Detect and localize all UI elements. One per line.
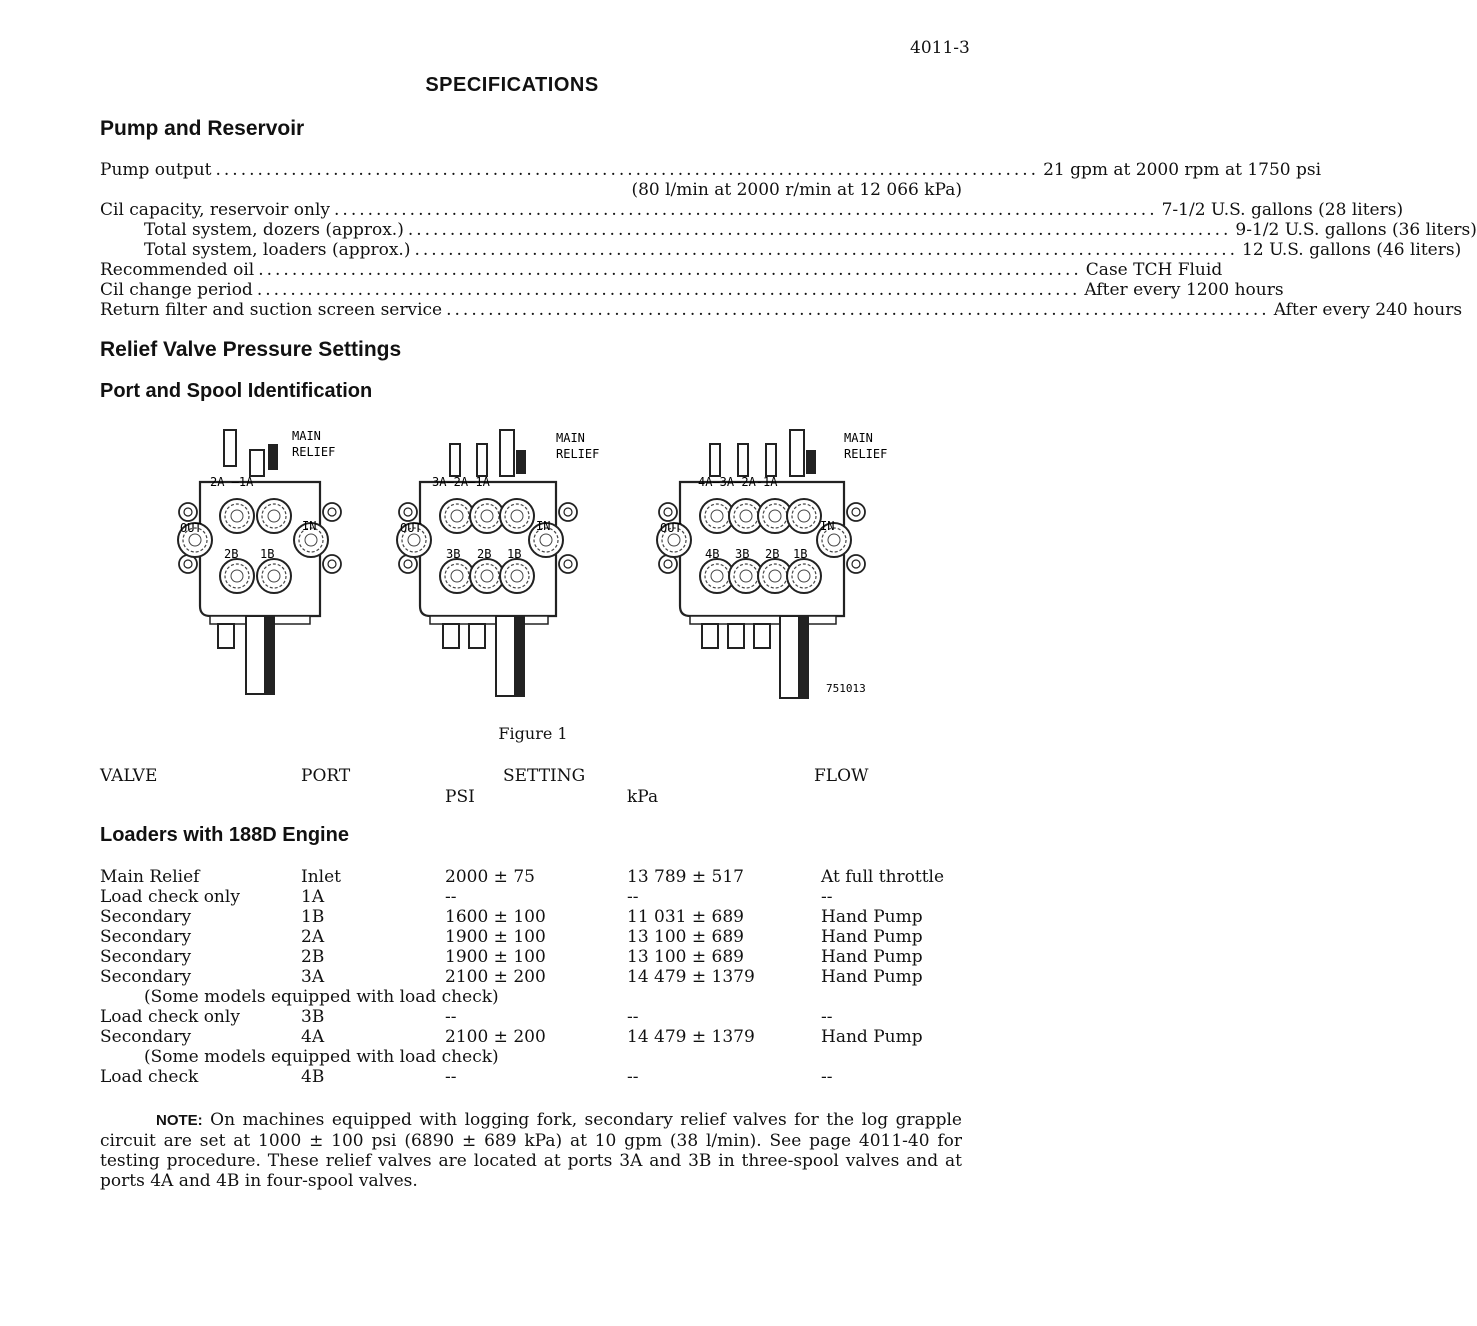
spec-label: Cil change period bbox=[100, 280, 253, 300]
cell-valve: Secondary bbox=[100, 927, 192, 947]
spec-row-total-loaders bbox=[100, 240, 1462, 260]
header-setting: SETTING bbox=[503, 766, 586, 786]
in-label: IN bbox=[820, 519, 835, 533]
cell-psi: 2100 ± 200 bbox=[445, 967, 546, 987]
main-relief-label: MAIN bbox=[292, 429, 321, 443]
header-valve: VALVE bbox=[100, 766, 158, 786]
spec-value: 21 gpm at 2000 rpm at 1750 psi bbox=[1043, 160, 1322, 180]
cell-kpa: -- bbox=[627, 1067, 639, 1087]
table-row bbox=[100, 927, 970, 947]
leader-dots: .................................................................................................. bbox=[414, 240, 1239, 260]
main-relief-label: RELIEF bbox=[844, 447, 888, 461]
cell-kpa: 14 479 ± 1379 bbox=[627, 967, 755, 987]
note-label: NOTE: bbox=[156, 1112, 203, 1129]
table-row bbox=[100, 907, 970, 927]
out-label: OUT bbox=[660, 521, 682, 535]
spool-lever bbox=[500, 430, 514, 476]
cell-valve: Main Relief bbox=[100, 867, 200, 887]
cell-port: 2A bbox=[301, 927, 325, 947]
header-kpa: kPa bbox=[627, 787, 659, 807]
figure-caption: Figure 1 bbox=[498, 724, 568, 743]
cell-psi: 1900 ± 100 bbox=[445, 927, 546, 947]
cell-port: 3B bbox=[301, 1007, 325, 1027]
cell-valve: Secondary bbox=[100, 967, 192, 987]
cell-flow: Hand Pump bbox=[821, 967, 923, 987]
page-title: SPECIFICATIONS bbox=[425, 74, 599, 96]
spool-lever bbox=[766, 444, 776, 476]
table-row bbox=[100, 1027, 970, 1047]
port-label: 1B bbox=[260, 547, 275, 561]
spec-row-recommended-oil bbox=[100, 260, 1223, 280]
cell-flow: Hand Pump bbox=[821, 1027, 923, 1047]
main-relief-plug bbox=[268, 444, 278, 470]
spec-value: 9-1/2 U.S. gallons (36 liters) bbox=[1235, 220, 1477, 240]
leader-dots: .................................................................................................. bbox=[334, 200, 1158, 220]
cell-valve: Load check only bbox=[100, 1007, 240, 1027]
group-heading: Loaders with 188D Engine bbox=[100, 824, 349, 846]
spec-value: After every 1200 hours bbox=[1084, 280, 1284, 300]
port-label: 1B bbox=[507, 547, 522, 561]
header-flow: FLOW bbox=[814, 766, 869, 786]
spool-lever bbox=[224, 430, 236, 466]
spec-row-oil-change bbox=[100, 280, 1284, 300]
cell-valve: Load check only bbox=[100, 887, 240, 907]
cell-psi: 2100 ± 200 bbox=[445, 1027, 546, 1047]
cell-kpa: 13 100 ± 689 bbox=[627, 947, 744, 967]
port-spool-heading: Port and Spool Identification bbox=[100, 380, 373, 402]
cell-valve: Load check bbox=[100, 1067, 199, 1087]
header-psi: PSI bbox=[445, 787, 475, 807]
table-sub-note: (Some models equipped with load check) bbox=[144, 1047, 499, 1067]
cell-psi: -- bbox=[445, 1067, 457, 1087]
cell-flow: -- bbox=[821, 1067, 833, 1087]
port-label: 2B bbox=[765, 547, 780, 561]
spool-lever bbox=[790, 430, 804, 476]
spec-row-pump-output bbox=[100, 160, 1322, 180]
spec-value: 7-1/2 U.S. gallons (28 liters) bbox=[1161, 200, 1404, 220]
port-label: 3B bbox=[735, 547, 750, 561]
cell-valve: Secondary bbox=[100, 907, 192, 927]
cell-kpa: 13 100 ± 689 bbox=[627, 927, 744, 947]
spec-label: Pump output bbox=[100, 160, 212, 180]
port-label: 2B bbox=[477, 547, 492, 561]
port-label: 3B bbox=[446, 547, 461, 561]
port-label: 2B bbox=[224, 547, 239, 561]
relief-valve-heading: Relief Valve Pressure Settings bbox=[100, 338, 402, 361]
spec-label: Recommended oil bbox=[100, 260, 255, 280]
leader-dots: .................................................................................................. bbox=[407, 220, 1232, 240]
spec-value: 12 U.S. gallons (46 liters) bbox=[1242, 240, 1462, 260]
spec-label: Total system, dozers (approx.) bbox=[144, 220, 404, 240]
table-row bbox=[100, 1007, 970, 1027]
cell-kpa: -- bbox=[627, 887, 639, 907]
main-relief-plug bbox=[806, 450, 816, 474]
cell-flow: -- bbox=[821, 887, 833, 907]
note-paragraph bbox=[100, 1110, 962, 1191]
table-row bbox=[100, 887, 970, 907]
spec-row-total-dozers bbox=[100, 220, 1477, 240]
cell-valve: Secondary bbox=[100, 1027, 192, 1047]
spool-lever bbox=[250, 450, 264, 476]
cell-port: 1A bbox=[301, 887, 325, 907]
cell-kpa: 14 479 ± 1379 bbox=[627, 1027, 755, 1047]
port-label-top: 4A—3A—2A-1A bbox=[698, 475, 778, 489]
cell-kpa: 13 789 ± 517 bbox=[627, 867, 744, 887]
spool-lever bbox=[738, 444, 748, 476]
spec-label: Cil capacity, reservoir only bbox=[100, 200, 331, 220]
valve-figure bbox=[180, 420, 930, 720]
spec-row-oil-capacity bbox=[100, 200, 1404, 220]
cell-port: 4A bbox=[301, 1027, 325, 1047]
cell-flow: Hand Pump bbox=[821, 947, 923, 967]
note-text: On machines equipped with logging fork, secondary relief valves for the log grapple circuit are set at 1000 ± 100 psi (6890 ± 689 kPa) at 10 gpm (38 l/min). See page 4011-40 for testing procedure. These relief valves are located at ports 3A and 3B in three-spool valves and at ports 4A and 4B in four-spool valves. bbox=[100, 1110, 962, 1191]
header-port: PORT bbox=[301, 766, 351, 786]
cell-psi: 1600 ± 100 bbox=[445, 907, 546, 927]
cell-flow: Hand Pump bbox=[821, 907, 923, 927]
leader-dots: .................................................................................................. bbox=[446, 300, 1270, 320]
leader-dots: .................................................................................................. bbox=[258, 260, 1082, 280]
spool-lever bbox=[450, 444, 460, 476]
cell-port: 3A bbox=[301, 967, 325, 987]
spec-row-filter-service bbox=[100, 300, 1463, 320]
figure-id: 751013 bbox=[826, 682, 866, 695]
spec-label: Total system, loaders (approx.) bbox=[144, 240, 411, 260]
spec-continuation: (80 l/min at 2000 r/min at 12 066 kPa) bbox=[631, 180, 962, 200]
cell-port: 2B bbox=[301, 947, 325, 967]
table-row bbox=[100, 967, 970, 987]
leader-dots: .................................................................................................. bbox=[215, 160, 1040, 180]
table-row bbox=[100, 947, 970, 967]
cell-port: Inlet bbox=[301, 867, 341, 887]
spool-lever bbox=[477, 444, 487, 476]
cell-kpa: -- bbox=[627, 1007, 639, 1027]
cell-port: 1B bbox=[301, 907, 325, 927]
in-label: IN bbox=[536, 519, 551, 533]
main-relief-plug bbox=[516, 450, 526, 474]
cell-flow: -- bbox=[821, 1007, 833, 1027]
cell-valve: Secondary bbox=[100, 947, 192, 967]
main-relief-label: MAIN bbox=[556, 431, 585, 445]
spec-value: After every 240 hours bbox=[1273, 300, 1463, 320]
port-label-top: 2A —1A bbox=[210, 475, 254, 489]
leader-dots: .................................................................................................. bbox=[256, 280, 1081, 300]
spec-label: Return filter and suction screen service bbox=[100, 300, 443, 320]
pump-reservoir-heading: Pump and Reservoir bbox=[100, 117, 305, 140]
main-relief-label: RELIEF bbox=[292, 445, 336, 459]
cell-psi: -- bbox=[445, 1007, 457, 1027]
cell-psi: 1900 ± 100 bbox=[445, 947, 546, 967]
in-label: IN bbox=[302, 519, 317, 533]
spec-value: Case TCH Fluid bbox=[1085, 260, 1223, 280]
port-label: 4B bbox=[705, 547, 720, 561]
cell-flow: At full throttle bbox=[821, 867, 945, 887]
two-spool-valve bbox=[178, 429, 341, 694]
main-relief-label: RELIEF bbox=[556, 447, 600, 461]
cell-flow: Hand Pump bbox=[821, 927, 923, 947]
four-spool-valve bbox=[657, 430, 887, 698]
cell-kpa: 11 031 ± 689 bbox=[627, 907, 744, 927]
cell-psi: 2000 ± 75 bbox=[445, 867, 535, 887]
cell-psi: -- bbox=[445, 887, 457, 907]
port-label: 1B bbox=[793, 547, 808, 561]
out-label: OUT bbox=[400, 521, 422, 535]
main-relief-label: MAIN bbox=[844, 431, 873, 445]
table-row bbox=[100, 867, 970, 887]
three-spool-valve bbox=[397, 430, 599, 696]
cell-port: 4B bbox=[301, 1067, 325, 1087]
page-number: 4011-3 bbox=[910, 38, 970, 58]
spool-lever bbox=[710, 444, 720, 476]
table-sub-note: (Some models equipped with load check) bbox=[144, 987, 499, 1007]
port-label-top: 3A—2A—1A bbox=[432, 475, 490, 489]
out-label: OUT bbox=[180, 521, 202, 535]
table-row bbox=[100, 1067, 970, 1087]
